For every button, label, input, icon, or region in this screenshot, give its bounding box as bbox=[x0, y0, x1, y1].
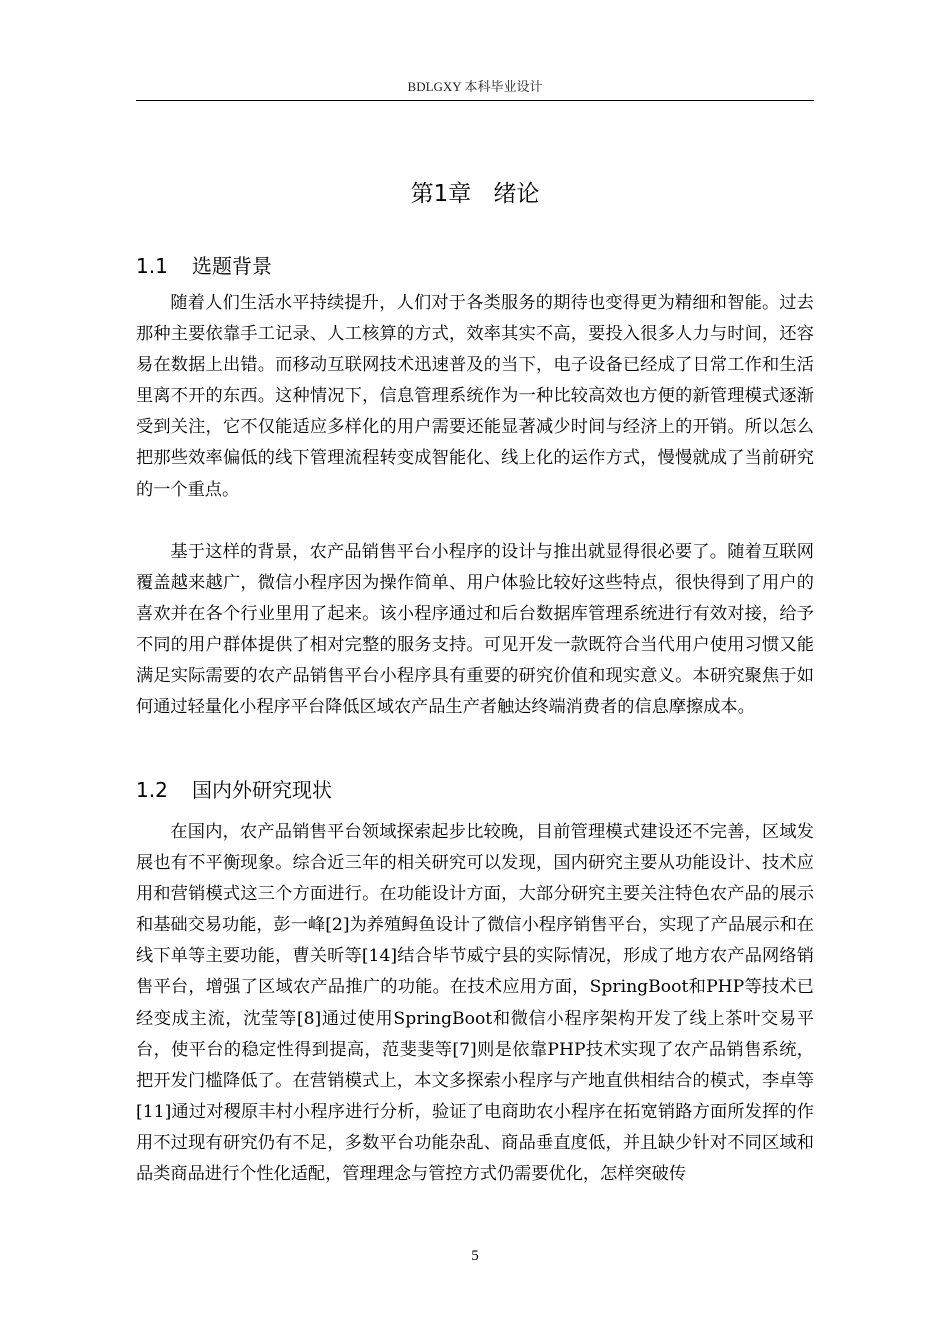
paragraph: 随着人们生活水平持续提升，人们对于各类服务的期待也变得更为精细和智能。过去那种主要依靠手工记录、人工核算的方式，效率其实不高，要投入很多人力与时间，还容易在数据上出错。而移动互联网技术迅速普及的当下，电子设备已经成了日常工作和生活里离不开的东西。这种情况下，信息管理系统作为一种比较高效也方便的新管理模式逐渐受到关注，它不仅能适应多样化的用户需要还能显著减少时间与经济上的开销。所以怎么把那些效率偏低的线下管理流程转变成智能化、线上化的运作方式，慢慢就成了当前研究的一个重点。 bbox=[136, 293, 814, 500]
section-number: 1.2 bbox=[136, 778, 168, 802]
page-number: 5 bbox=[471, 1248, 479, 1264]
header-rule bbox=[136, 100, 814, 101]
section-number: 1.1 bbox=[136, 254, 168, 278]
running-header: BDLGXY 本科毕业设计 bbox=[407, 79, 543, 94]
chapter-number: 第1章 bbox=[410, 181, 472, 207]
section-title: 选题背景 bbox=[192, 254, 272, 278]
paragraph: 在国内，农产品销售平台领域探索起步比较晚，目前管理模式建设还不完善，区域发展也有不平衡现象。综合近三年的相关研究可以发现，国内研究主要从功能设计、技术应用和营销模式这三个方面进行。在功能设计方面，大部分研究主要关注特色农产品的展示和基础交易功能，彭一峰[2]为养殖鲟鱼设计了微信小程序销售平台，实现了产品展示和在线下单等主要功能，曹关昕等[14]结合毕节威宁县的实际情况，形成了地方农产品网络销售平台，增强了区域农产品推广的功能。在技术应用方面，SpringBoot和PHP等技术已经变成主流，沈莹等[8]通过使用SpringBoot和微信小程序架构开发了线上茶叶交易平台，使平台的稳定性得到提高，范斐斐等[7]则是依靠PHP技术实现了农产品销售系统，把开发门槛降低了。在营销模式上，本文多探索小程序与产地直供相结合的模式，李卓等[11]通过对稷原丰村小程序进行分析，验证了电商助农小程序在拓宽销路方面所发挥的作用不过现有研究仍有不足，多数平台功能杂乱、商品垂直度低，并且缺少针对不同区域和品类商品进行个性化适配，管理理念与管控方式仍需要优化，怎样突破传 bbox=[136, 822, 814, 1185]
section-heading-1-2 bbox=[136, 776, 814, 804]
section-heading-1-1 bbox=[136, 252, 814, 280]
chapter-name: 绪论 bbox=[493, 181, 540, 207]
section-title: 国内外研究现状 bbox=[192, 778, 332, 802]
chapter-title bbox=[136, 178, 814, 210]
paragraph: 基于这样的背景，农产品销售平台小程序的设计与推出就显得很必要了。随着互联网覆盖越来越广，微信小程序因为操作简单、用户体验比较好这些特点，很快得到了用户的喜欢并在各个行业里用了起来。该小程序通过和后台数据库管理系统进行有效对接，给予不同的用户群体提供了相对完整的服务支持。可见开发一款既符合当代用户使用习惯又能满足实际需要的农产品销售平台小程序具有重要的研究价值和现实意义。本研究聚焦于如何通过轻量化小程序平台降低区域农产品生产者触达终端消费者的信息摩擦成本。 bbox=[136, 542, 814, 718]
